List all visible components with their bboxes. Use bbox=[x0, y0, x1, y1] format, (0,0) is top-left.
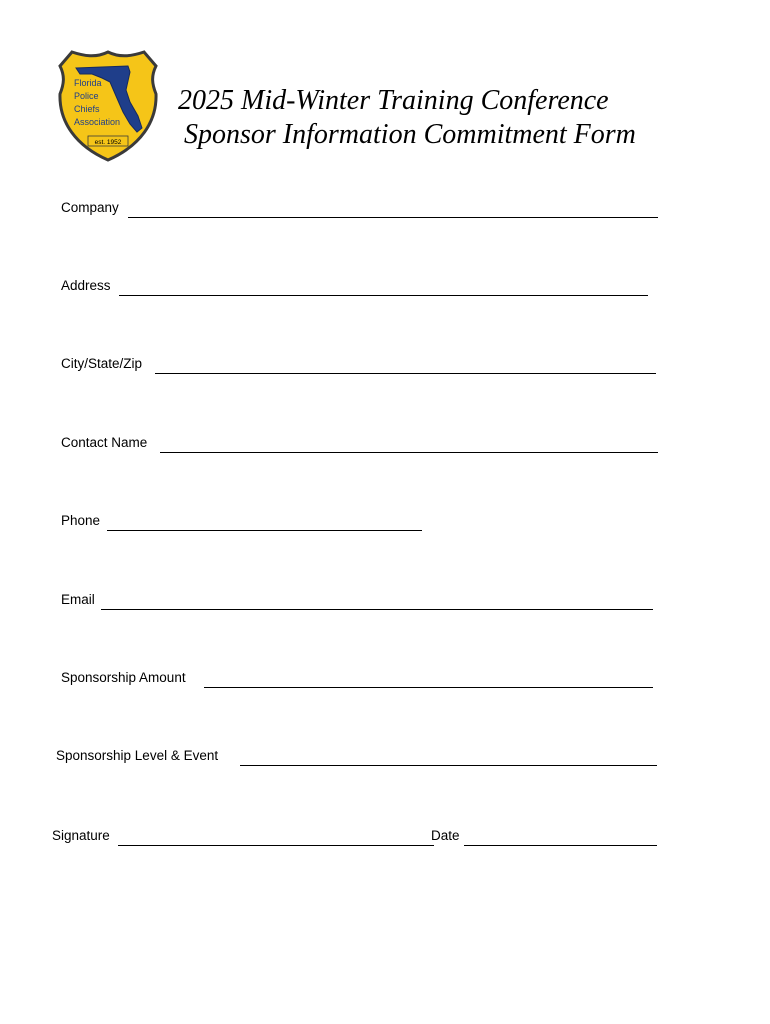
address-row bbox=[61, 278, 648, 296]
phone-row bbox=[61, 513, 422, 531]
logo-text-line-4: Association bbox=[74, 117, 121, 127]
email-row bbox=[61, 592, 653, 610]
logo-text-line-1: Florida bbox=[74, 78, 102, 88]
city-state-zip-field[interactable] bbox=[155, 354, 656, 374]
florida-police-chiefs-association-logo bbox=[58, 50, 158, 162]
email-field[interactable] bbox=[101, 590, 653, 610]
sponsorship-level-event-row bbox=[56, 748, 657, 766]
company-field[interactable] bbox=[128, 198, 658, 218]
address-label: Address bbox=[61, 278, 111, 293]
form-title bbox=[178, 84, 636, 152]
title-line-1: 2025 Mid-Winter Training Conference bbox=[178, 85, 609, 116]
email-label: Email bbox=[61, 592, 95, 607]
sponsorship-amount-row bbox=[61, 670, 653, 688]
contact-name-row bbox=[61, 435, 658, 453]
sponsorship-level-event-field[interactable] bbox=[240, 746, 657, 766]
sponsorship-level-event-label: Sponsorship Level & Event bbox=[56, 748, 219, 763]
signature-row bbox=[52, 828, 434, 846]
logo-text-line-3: Chiefs bbox=[74, 104, 100, 114]
sponsorship-amount-label: Sponsorship Amount bbox=[61, 670, 186, 685]
phone-field[interactable] bbox=[107, 511, 422, 531]
phone-label: Phone bbox=[61, 513, 101, 528]
logo-text-line-2: Police bbox=[74, 91, 99, 101]
date-row bbox=[431, 828, 657, 846]
signature-field[interactable] bbox=[118, 826, 434, 846]
city-state-zip-label: City/State/Zip bbox=[61, 356, 143, 371]
address-field[interactable] bbox=[119, 276, 648, 296]
company-label: Company bbox=[61, 200, 119, 215]
date-field[interactable] bbox=[464, 826, 657, 846]
company-row bbox=[61, 200, 658, 218]
title-line-2: Sponsor Information Commitment Form bbox=[184, 119, 636, 150]
logo-est-text: est. 1952 bbox=[94, 139, 122, 146]
date-label: Date bbox=[431, 828, 460, 843]
sponsorship-amount-field[interactable] bbox=[204, 668, 653, 688]
contact-name-label: Contact Name bbox=[61, 435, 148, 450]
contact-name-field[interactable] bbox=[160, 433, 658, 453]
signature-label: Signature bbox=[52, 828, 110, 843]
city-state-zip-row bbox=[61, 356, 656, 374]
